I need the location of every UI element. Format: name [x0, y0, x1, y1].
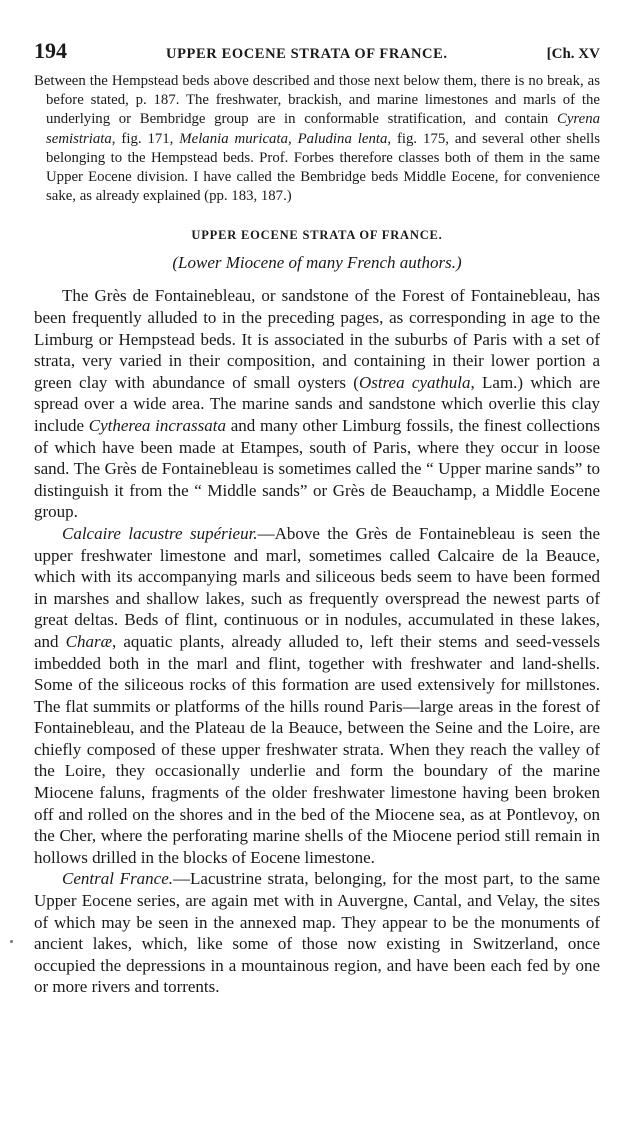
intro-text-3: , fig. 175, and several other shells belonging to the Hempstead beds. Prof. Forbes therefore classes both of them in the same Upper Eocene division. I have called the Bembridge beds Middle Eocene, for convenience sake, as already explained (pp. 183, 187.) — [46, 130, 601, 205]
scan-speck — [10, 940, 13, 943]
section-subheading: (Lower Miocene of many French authors.) — [172, 253, 462, 273]
intro-species-1: Cyrena semistriata — [46, 111, 600, 147]
intro-text-1: Between the Hempstead beds above described and those next below them, there is no break, as before stated, p. 187. The freshwater, brackish, and marine limestones and marls of the underlying or Bembridge group are in conformable stratification, and contain — [34, 73, 600, 128]
intro-text-2: , fig. 171, — [111, 130, 180, 147]
body-paragraph-3 — [34, 868, 600, 998]
body-paragraph-1 — [34, 285, 600, 523]
p2-run-in-heading: Calcaire lacustre supérieur. — [62, 523, 258, 543]
p2-text-1: —Above the Grès de Fontainebleau is seen the upper freshwater limestone and marl, sometimes called Calcaire de la Beauce, which with its accompanying marls and siliceous beds seem to have been formed in marshes and shallow lakes, such as frequently overspread the newest parts of great deltas. Beds of flint, continuous or in nodules, accumulated in these lakes, and — [34, 523, 601, 651]
body-paragraph-2 — [34, 523, 600, 869]
p1-text-3: and many other Limburg fossils, the finest collections of which have been made at Etampes, south of Paris, where they occur in loose sand. The Grès de Fontainebleau is sometimes called the “ Upper marine sands” to distinguish it from the “ Middle sands” or Grès de Beauchamp, a Middle Eocene group. — [34, 415, 600, 522]
p3-run-in-heading: Central France. — [62, 869, 174, 889]
p2-text-2: , aquatic plants, already alluded to, left their stems and seed-vessels imbedded both in the marl and flint, together with freshwater and land-shells. Some of the siliceous rocks of this formation are used extensively for millstones. The flat summits or platforms of the hills round Paris—large areas in the forest of Fontainebleau, and the Plateau de la Beauce, between the Seine and the Loire, are chiefly composed of these upper freshwater strata. When they reach the valley of the Loire, they occasionally underlie and form the boundary of the marine Miocene faluns, fragments of the older freshwater limestone having been broken off and rolled on the shores and in the bed of the Miocene sea, as at Pontlevoy, on the Cher, where the perforating marine shells of the Miocene period still remain in hollows drilled in the blocks of Eocene limestone. — [34, 631, 600, 867]
p1-species-2: Cytherea incrassata — [88, 415, 226, 435]
section-heading: UPPER EOCENE STRATA OF FRANCE. — [191, 228, 443, 243]
p1-species-1: Ostrea cyathula — [358, 372, 471, 392]
intro-paragraph — [34, 72, 601, 206]
p1-text-1: The Grès de Fontainebleau, or sandstone of the Forest of Fontainebleau, has been frequently alluded to in the preceding pages, as corresponding in age to the Limburg or Hempstead beds. It is associated in the suburbs of Paris with a set of strata, very varied in their composition, and containing in their lower portion a green clay with abundance of small oysters ( — [34, 286, 600, 392]
book-page — [34, 38, 600, 998]
p2-genus: Charæ — [65, 631, 112, 651]
running-head — [34, 38, 600, 64]
page-number: 194 — [34, 38, 67, 63]
intro-species-2: Melania muricata, Paludina lenta — [179, 130, 388, 147]
p1-text-2: , Lam.) which are spread over a wide area. The marine sands and sandstone which overlie this clay include — [34, 372, 600, 435]
running-title: UPPER EOCENE STRATA OF FRANCE. — [166, 46, 448, 62]
chapter-reference: [Ch. XV — [546, 46, 600, 62]
p3-text-1: —Lacustrine strata, belonging, for the most part, to the same Upper Eocene series, are again met with in Auvergne, Cantal, and Velay, the sites of which may be seen in the annexed map. They appear to be the monuments of ancient lakes, which, like some of those now existing in Switzerland, once occupied the depressions in a mountainous region, and have been each fed by one or more rivers and torrents. — [34, 869, 600, 997]
